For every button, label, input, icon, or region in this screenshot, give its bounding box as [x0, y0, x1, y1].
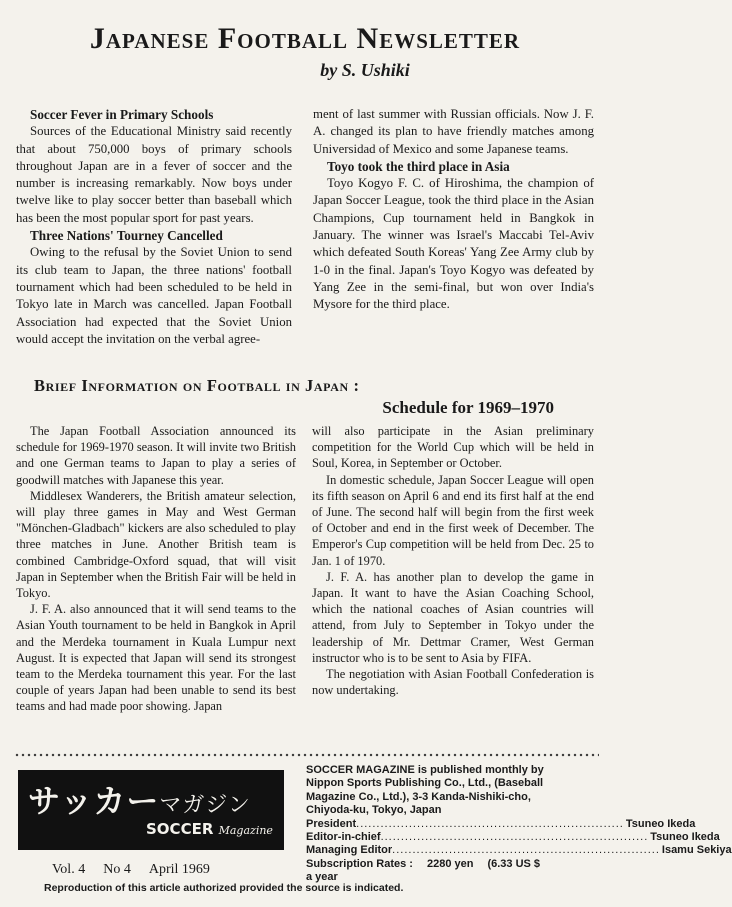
volume: Vol. 4 — [52, 862, 86, 877]
editor-row — [306, 831, 720, 844]
managing-label: Managing Editor — [306, 844, 393, 857]
subscription-row — [306, 858, 596, 871]
article-toyo: Toyo Kogyo F. C. of Hiroshima, the champion of Japan Soccer League, took the third place in the Asian Champions, Cup tournament held in Bangkok in January. The winner was Israel's Maccabi Tel-Aviv which defeated South Koreas' Yang Zee Army club by 1-0 in the final. Japan's Toyo Kogyo was defeated by Yang Zee in the semi-final, but won over India's Mysore for the third place. — [313, 176, 594, 312]
managing-row — [306, 844, 732, 857]
subscription-tail: a year — [306, 871, 338, 884]
editor-label: Editor-in-chief — [306, 831, 381, 844]
article-three-nations-cont: ment of last summer with Russian officials. Now J. F. A. changed its plan to have friendly matches among Universidad of Mexico and some Japanese teams. — [313, 107, 594, 156]
dot-leader: .................................................................. — [356, 817, 624, 830]
editor-name: Tsuneo Ikeda — [650, 831, 720, 844]
byline: by S. Ushiki — [320, 60, 410, 80]
issue-info — [52, 862, 272, 878]
issue-date: April 1969 — [148, 862, 210, 877]
article-schedule-p5: In domestic schedule, Japan Soccer League will open its fifth season on April 6 and end its first half at the end of June. The second half will begin from the first week of October and end in the first week of December. The Emperor's Cup competition will be held from Dec. 25 to Jan. 1 of 1970. — [312, 472, 594, 568]
article-schedule-p3: J. F. A. also announced that it will send teams to the Asian Youth tournament to be held in Bangkok in April and the Merdeka tournament in Kuala Lumpur next August. It is expected that Japan will send its strongest team to the Merdeka tournament this year. For the last couple of years Japan had been unable to send its best teams and had made poor showing. Japan — [16, 602, 296, 714]
president-name: Tsuneo Ikeda — [625, 817, 696, 830]
article-schedule-p7: The negotiation with Asian Football Confederation is now undertaking. — [312, 667, 594, 698]
president-row — [306, 817, 696, 831]
headline-toyo: Toyo took the third place in Asia — [327, 158, 510, 174]
soccer-magazine-logo — [18, 770, 284, 850]
logo-katakana-small: マガジン — [159, 793, 251, 818]
headline-three-nations: Three Nations' Tourney Cancelled — [30, 228, 223, 244]
top-left-column — [16, 106, 292, 348]
article-soccer-fever: Sources of the Educational Ministry said recently that about 750,000 boys of primary schools throughout Japan are in a fever of soccer and the number is increasing remarkably. Now boys under twelve like to play soccer better than baseball which has been the most popular sport for past years. — [16, 124, 292, 225]
article-schedule-p2: Middlesex Wanderers, the British amateur selection, will play three games in May and West German "Mönchen-Gladbach" kickers are also scheduled to play three matches in June. Another British team is combined Cambridge-Oxford squad, that will visit Japan in September when the British Fair will be held in Tokyo. — [16, 488, 296, 601]
section-title: Brief Information on Football in Japan : — [34, 376, 360, 395]
publisher-info — [306, 764, 732, 885]
headline-soccer-fever: Soccer Fever in Primary Schools — [30, 107, 214, 122]
issue-number: No 4 — [103, 862, 131, 877]
bottom-right-column — [312, 423, 594, 698]
dot-leader: .................................................................. — [392, 844, 660, 857]
subscription-usd: (6.33 US $ — [487, 857, 541, 870]
publisher-line-1: SOCCER MAGAZINE is published monthly by — [306, 764, 544, 776]
logo-magazine: Magazine — [218, 824, 273, 837]
dot-leader: .................................................................. — [380, 831, 649, 844]
article-three-nations: Owing to the refusal by the Soviet Union to send its club team to Japan, the three nations' football tournament which had been scheduled to be held in Tokyo late in March was cancelled. Japan Football Association had expected that the Soviet Union would accept the invitation on the verbal agree- — [16, 245, 292, 346]
president-label: President — [306, 817, 357, 830]
section-subtitle: Schedule for 1969–1970 — [382, 398, 554, 417]
subscription-label: Subscription Rates : — [306, 857, 413, 870]
managing-name: Isamu Sekiya — [661, 844, 732, 857]
article-schedule-p4: will also participate in the Asian preliminary competition for the World Cup which will be held in Soul, Korea, in September or October. — [312, 424, 594, 471]
wavy-divider — [14, 752, 599, 758]
logo-soccer: SOCCER — [146, 820, 214, 838]
subscription-yen: 2280 yen — [426, 857, 474, 870]
top-right-column — [313, 106, 594, 314]
reproduction-note: Reproduction of this article authorized provided the source is indicated. — [44, 882, 404, 894]
publisher-line-3: Magazine Co., Ltd.), 3-3 Kanda-Nishiki-cho, — [306, 790, 531, 803]
article-schedule-p1: The Japan Football Association announced its schedule for 1969-1970 season. It will invite two British and one German teams to Japan to play a series of goodwill matches with Japanese this year. — [16, 424, 296, 487]
publisher-line-2: Nippon Sports Publishing Co., Ltd., (Baseball — [306, 777, 544, 790]
article-schedule-p6: J. F. A. has another plan to develop the game in Japan. It want to have the Asian Coaching School, which the national coaches of Asian countries will attend, from July to September in Tokyo under the leadership of Mr. Dettmar Cramer, West German instructor who is to be sent to Asia by FIFA. — [312, 569, 594, 665]
page-title: Japanese Football Newsletter — [89, 22, 521, 55]
bottom-left-column — [16, 423, 296, 715]
publisher-line-4: Chiyoda-ku, Tokyo, Japan — [306, 804, 442, 817]
logo-katakana: サッカー — [28, 782, 160, 820]
